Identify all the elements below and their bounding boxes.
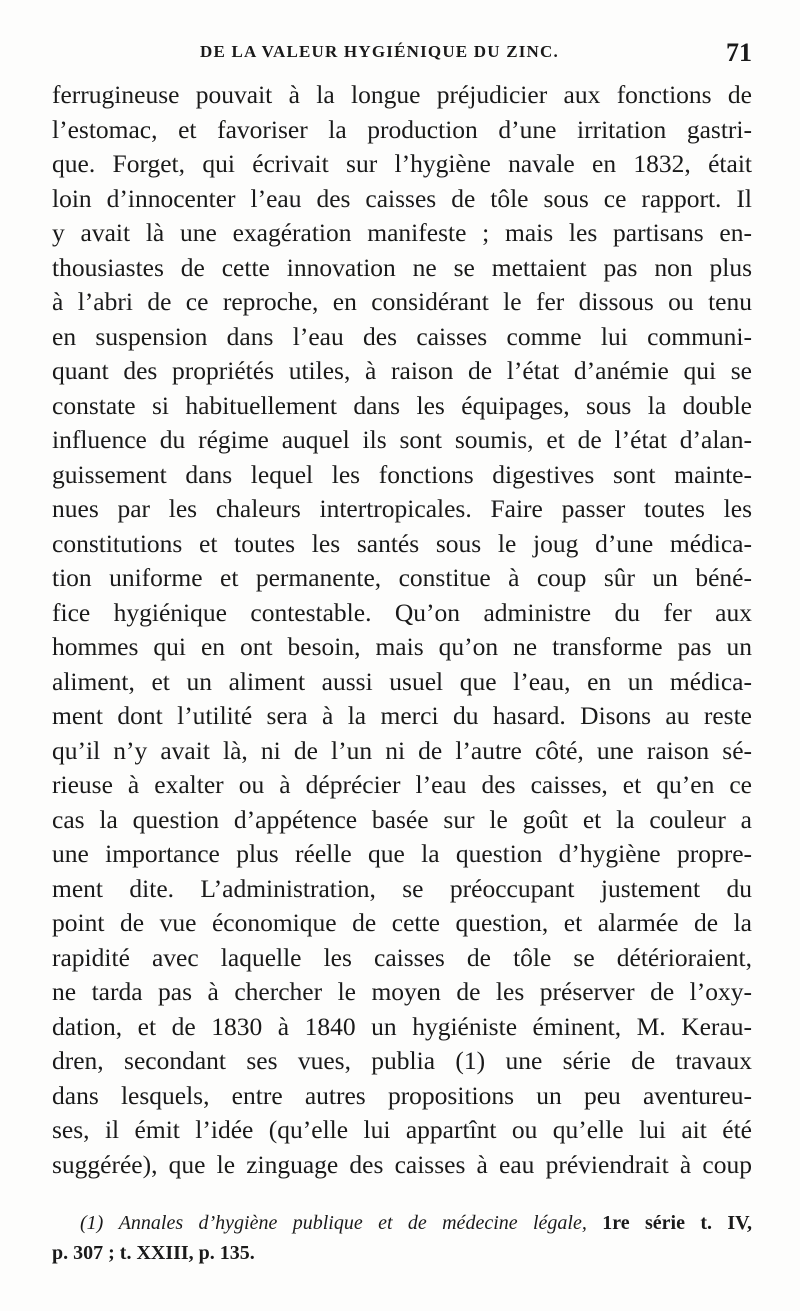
text-line: influence du régime auquel ils sont soumis, et de l’état d’alan- — [52, 425, 752, 454]
running-head — [52, 38, 752, 72]
text-line: que. Forget, qui écrivait sur l’hygiène navale en 1832, était — [52, 149, 752, 178]
text-line: l’estomac, et favoriser la production d’une irritation gastri- — [52, 114, 752, 144]
text-line: hommes qui en ont besoin, mais qu’on ne transforme pas un — [52, 632, 752, 661]
page-number: 71 — [726, 38, 752, 67]
text-line: thousiastes de cette innovation ne se mettaient pas non plus — [52, 252, 752, 282]
body-text — [52, 78, 752, 1182]
text-line: cas la question d’appétence basée sur le goût et la couleur a — [52, 804, 752, 834]
text-line: rieuse à exalter ou à déprécier l’eau des caisses, et qu’en ce — [52, 770, 752, 799]
text-line: en suspension dans l’eau des caisses comme lui communi- — [52, 321, 752, 351]
footnote — [52, 1208, 752, 1268]
text-line: ferrugineuse pouvait à la longue préjudicier aux fonctions de — [52, 80, 752, 109]
text-line: ment dont l’utilité sera à la merci du hasard. Disons au reste — [52, 701, 752, 730]
text-line: aliment, et un aliment aussi usuel que l’eau, en un médica- — [52, 666, 752, 696]
text-line: suggérée), que le zinguage des caisses à eau préviendrait à coup — [52, 1149, 752, 1179]
text-line: nues par les chaleurs intertropicales. Faire passer toutes les — [52, 494, 752, 523]
text-line: point de vue économique de cette question, et alarmée de la — [52, 908, 752, 937]
footnote-line — [52, 1208, 752, 1238]
text-line: constate si habituellement dans les équipages, sous la double — [52, 390, 752, 420]
text-line: ne tarda pas à chercher le moyen de les préserver de l’oxy- — [52, 977, 752, 1006]
text-line: fice hygiénique contestable. Qu’on administre du fer aux — [52, 597, 752, 627]
text-line: loin d’innocenter l’eau des caisses de tôle sous ce rapport. Il — [52, 183, 752, 213]
text-line: guissement dans lequel les fonctions digestives sont mainte- — [52, 459, 752, 489]
text-line: tion uniforme et permanente, constitue à coup sûr un béné- — [52, 563, 752, 592]
text-line: ses, il émit l’idée (qu’elle lui appartînt ou qu’elle lui ait été — [52, 1115, 752, 1144]
text-line: quant des propriétés utiles, à raison de l’état d’anémie qui se — [52, 356, 752, 385]
footnote-marker: (1) — [80, 1212, 104, 1234]
running-title: DE LA VALEUR HYGIÉNIQUE DU ZINC. — [200, 42, 559, 61]
text-line: ment dite. L’administration, se préoccupant justement du — [52, 873, 752, 903]
text-line: dans lesquels, entre autres propositions un peu aventureu- — [52, 1080, 752, 1110]
text-line: dren, secondant ses vues, publia (1) une série de travaux — [52, 1046, 752, 1075]
text-line: dation, et de 1830 à 1840 un hygiéniste éminent, M. Kerau- — [52, 1011, 752, 1041]
text-line: à l’abri de ce reproche, en considérant le fer dissous ou tenu — [52, 287, 752, 316]
text-line: y avait là une exagération manifeste ; mais les partisans en- — [52, 218, 752, 247]
text-line: une importance plus réelle que la question d’hygiène propre- — [52, 839, 752, 868]
text-line: qu’il n’y avait là, ni de l’un ni de l’autre côté, une raison sé- — [52, 735, 752, 765]
footnote-series: 1re série t. IV, — [602, 1212, 753, 1234]
text-line: constitutions et toutes les santés sous le joug d’une médica- — [52, 528, 752, 558]
footnote-pages: p. 307 ; t. XXIII, p. 135. — [52, 1242, 255, 1264]
text-line: rapidité avec laquelle les caisses de tôle se détérioraient, — [52, 942, 752, 972]
footnote-citation-title: Annales d’hygiène publique et de médecine légale, — [118, 1212, 587, 1234]
